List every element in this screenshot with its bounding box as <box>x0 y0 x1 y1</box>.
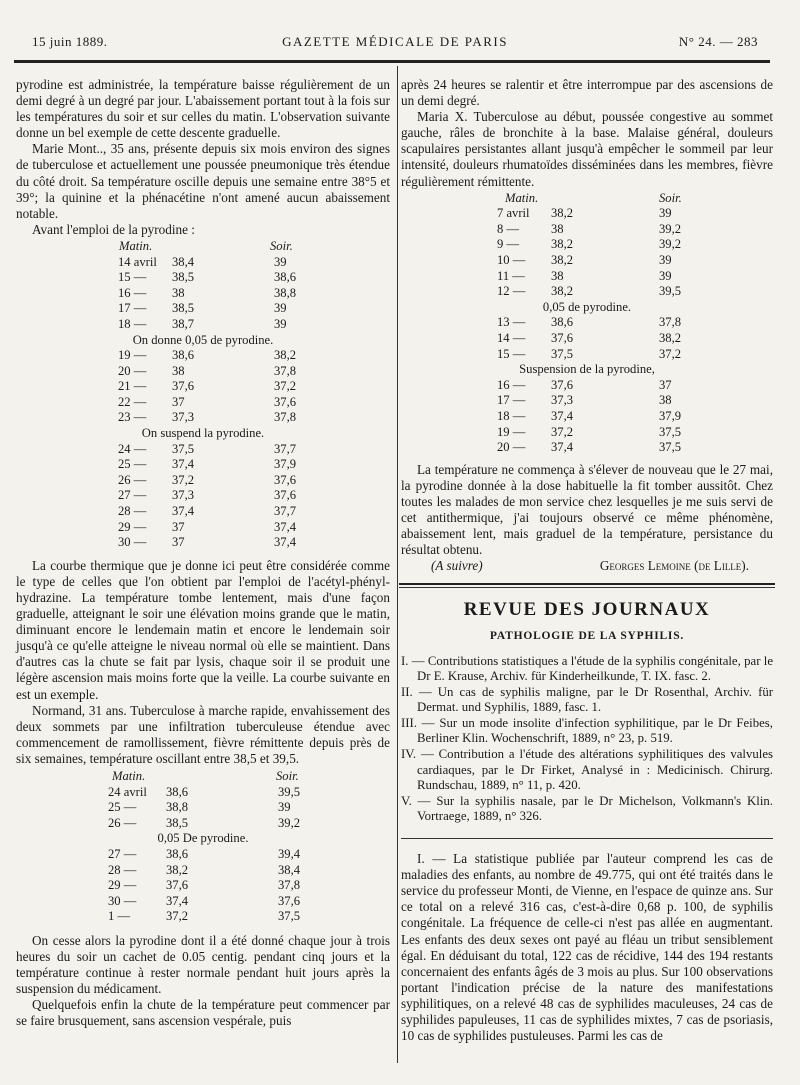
matin-cell: 37 <box>172 535 185 550</box>
day-cell: 9 — <box>497 237 520 252</box>
left-paragraph-7: Quelquefois enfin la chute de la température peut commencer par se faire brusquement, sans ascension vespérale, puis <box>16 997 390 1029</box>
table-row <box>16 395 390 411</box>
table-header <box>16 769 390 785</box>
table-row <box>16 317 390 333</box>
header-rule <box>14 60 770 63</box>
signature-line <box>401 558 773 575</box>
soir-cell: 37,4 <box>274 535 297 550</box>
table-row <box>401 393 773 409</box>
column-separator <box>397 66 398 1063</box>
table-row <box>401 315 773 331</box>
table-row <box>401 237 773 253</box>
soir-cell: 37,7 <box>274 504 297 519</box>
matin-cell: 37 <box>172 394 185 409</box>
soir-cell: 39,2 <box>278 815 301 830</box>
table-row <box>16 255 390 271</box>
table-row <box>16 894 390 910</box>
table-row <box>401 284 773 300</box>
soir-cell: 37,5 <box>278 909 301 924</box>
table-row <box>401 222 773 238</box>
matin-cell: 37,3 <box>172 488 195 503</box>
table-row <box>16 878 390 894</box>
matin-cell: 38,2 <box>551 284 574 299</box>
matin-cell: 38,4 <box>172 254 195 269</box>
day-cell: 29 — <box>108 878 137 893</box>
soir-cell: 37,6 <box>278 893 301 908</box>
soir-cell: 39,2 <box>659 221 682 236</box>
day-cell: 20 — <box>497 440 526 455</box>
table-row <box>401 409 773 425</box>
temperature-table-3 <box>401 191 773 456</box>
day-cell: 29 — <box>118 519 147 534</box>
day-cell: 13 — <box>497 315 526 330</box>
day-cell: 21 — <box>118 379 147 394</box>
table-row <box>16 488 390 504</box>
day-cell: 30 — <box>108 893 137 908</box>
day-cell: 30 — <box>118 535 147 550</box>
right-column <box>401 77 773 1044</box>
matin-cell: 37 <box>172 519 185 534</box>
soir-cell: 37,4 <box>274 519 297 534</box>
day-cell: 1 — <box>108 909 131 924</box>
matin-cell: 38,5 <box>166 815 189 830</box>
soir-cell: 38,2 <box>274 348 297 363</box>
matin-cell: 38,7 <box>172 316 195 331</box>
matin-cell: 38 <box>551 221 564 236</box>
matin-cell: 37,3 <box>172 410 195 425</box>
table-note: On donne 0,05 de pyrodine. <box>132 332 274 347</box>
soir-cell: 38,4 <box>278 862 301 877</box>
table-row <box>16 270 390 286</box>
matin-cell: 37,6 <box>551 331 574 345</box>
reference-item: V. — Sur la syphilis nasale, par le Dr Michelson, Volkmann's Klin. Vortraege, 1889, n° 326. <box>401 793 773 824</box>
soir-cell: 38,2 <box>659 331 682 345</box>
reference-item: III. — Sur un mode insolite d'infection syphilitique, par le Dr Feibes, Berliner Klin. Wochenschrift, 1889, n° 23, p. 519. <box>401 715 773 746</box>
soir-cell: 39 <box>278 800 291 815</box>
matin-header: Matin. <box>505 190 539 205</box>
table-row <box>16 457 390 473</box>
soir-cell: 37,6 <box>274 472 297 487</box>
day-cell: 22 — <box>118 394 147 409</box>
left-paragraph-6: On cesse alors la pyrodine dont il a été donné chaque jour à trois heures du soir un cachet de 0.05 centig. pendant cinq jours et la température continue à rester normale pendant huit jours après la suspension du médicament. <box>16 932 390 997</box>
soir-cell: 37 <box>659 377 672 392</box>
day-cell: 24 — <box>118 441 147 456</box>
soir-cell: 37,8 <box>274 410 297 425</box>
day-cell: 20 — <box>118 363 147 378</box>
matin-header: Matin. <box>119 238 153 253</box>
day-cell: 11 — <box>497 268 525 283</box>
matin-cell: 37,4 <box>172 504 195 519</box>
matin-cell: 38,2 <box>551 253 574 268</box>
table-header <box>401 191 773 207</box>
matin-cell: 38,2 <box>551 237 574 252</box>
table-row <box>16 785 390 801</box>
day-cell: 25 — <box>118 457 147 472</box>
day-cell: 18 — <box>118 316 147 331</box>
matin-cell: 37,4 <box>166 893 189 908</box>
day-cell: 18 — <box>497 408 526 423</box>
soir-cell: 37,9 <box>274 457 297 472</box>
matin-cell: 38 <box>172 363 185 378</box>
soir-cell: 39 <box>274 316 287 331</box>
matin-cell: 38,6 <box>172 348 195 363</box>
table-note: Suspension de la pyrodine, <box>519 362 655 377</box>
matin-cell: 37,2 <box>166 909 189 924</box>
to-be-continued: (A suivre) <box>431 558 483 574</box>
day-cell: 17 — <box>497 393 526 408</box>
table-note: 0,05 De pyrodine. <box>157 831 249 846</box>
matin-cell: 38 <box>172 285 185 300</box>
matin-cell: 38 <box>551 268 564 283</box>
soir-cell: 39 <box>274 254 287 269</box>
day-cell: 19 — <box>497 424 526 439</box>
table-row <box>401 331 773 347</box>
matin-cell: 37,6 <box>172 379 195 394</box>
table-header <box>16 239 390 255</box>
soir-cell: 39,5 <box>278 784 301 799</box>
matin-cell: 38,8 <box>166 800 189 815</box>
day-cell: 15 — <box>497 346 526 361</box>
soir-cell: 39,4 <box>278 847 301 861</box>
reference-item: I. — Contributions statistiques a l'étude de la syphilis congénitale, par le Dr E. Krause, Archiv. für Kinderheilkunde, T. IX. fasc. 2. <box>401 653 773 684</box>
table-row <box>16 473 390 489</box>
matin-cell: 38,5 <box>172 301 195 316</box>
right-paragraph-2: Maria X. Tuberculose au début, poussée congestive au sommet gauche, râles de bronchite à la base. Malaise général, douleurs scapulaires persistantes allant jusqu'à empêcher le sommeil par leur intensité, douleurs rhumatoïdes disséminées dans les membres, fièvre régulièrement rémittente. <box>401 109 773 189</box>
author-signature: Georges Lemoine (de Lille). <box>599 558 749 574</box>
table-row <box>16 442 390 458</box>
table-row <box>16 909 390 925</box>
day-cell: 23 — <box>118 410 147 425</box>
soir-cell: 39 <box>659 268 672 283</box>
matin-cell: 38,6 <box>166 847 189 861</box>
table-row <box>16 301 390 317</box>
matin-cell: 37,2 <box>551 424 574 439</box>
table-row <box>16 286 390 302</box>
day-cell: 14 avril <box>118 254 157 269</box>
matin-cell: 37,4 <box>172 457 195 472</box>
right-paragraph-3: La température ne commença à s'élever de nouveau que le 27 mai, la pyrodine donnée à la dose habituelle la fit tomber aussitôt. Chez toutes les malades de mon service chez lesquelles je me suis servi de cet antithermique, j'ai toujours observé ce même phénomène, abaissement lent, mais graduel de la température, persistance du résultat obtenu. <box>401 461 773 558</box>
day-cell: 8 — <box>497 221 520 236</box>
matin-header: Matin. <box>112 769 146 784</box>
soir-cell: 39 <box>274 301 287 316</box>
left-paragraph-4: La courbe thermique que je donne ici peut être considérée comme le type de celles que l'on obtient par l'emploi de l'acétyl-phényl-hydrazine. La température tombe lentement, mais d'une façon graduelle, atteignant le soir une élévation moins grande que le matin, diminuant encore le lendemain matin et encore le lendemain soir jusqu'à ce qu'elle atteigne le niveau normal où elle se maintient. Dans d'autres cas la chute se fait par lysis, chaque soir il se produit une légère ascension mais moins forte que la veille. La courbe suivante en est un exemple. <box>16 557 390 702</box>
table-note: On suspend la pyrodine. <box>141 426 265 441</box>
matin-cell: 38,6 <box>551 315 574 330</box>
page-header <box>32 34 758 56</box>
soir-cell: 38,8 <box>274 285 297 300</box>
journal-title: GAZETTE MÉDICALE DE PARIS <box>282 34 508 49</box>
matin-cell: 37,4 <box>551 440 574 455</box>
day-cell: 26 — <box>108 815 137 830</box>
day-cell: 27 — <box>118 488 147 503</box>
table-row <box>16 379 390 395</box>
day-cell: 7 avril <box>497 206 530 221</box>
soir-cell: 37,2 <box>659 346 682 361</box>
day-cell: 28 — <box>108 862 137 877</box>
left-paragraph-3: Avant l'emploi de la pyrodine : <box>32 221 195 237</box>
soir-header: Soir. <box>270 238 293 253</box>
soir-cell: 39 <box>659 253 672 268</box>
table-row <box>16 520 390 536</box>
table-row <box>16 364 390 380</box>
left-paragraph-1: pyrodine est administrée, la température baisse régulièrement de un demi degré à un degré par jour. L'abaissement portant tout à la fois sur les températures du soir et sur celles du matin. L'observation suivante donne un bel exemple de cette descente graduelle. <box>16 77 390 141</box>
table-row <box>401 269 773 285</box>
right-paragraph-1: après 24 heures se ralentir et être interrompue par des ascensions de un demi degré. <box>401 77 773 109</box>
temperature-table-1 <box>16 239 390 551</box>
day-cell: 28 — <box>118 504 147 519</box>
soir-cell: 37,6 <box>274 394 297 409</box>
section-rule <box>399 583 775 585</box>
table-note: 0,05 de pyrodine. <box>542 299 632 314</box>
matin-cell: 37,6 <box>551 377 574 392</box>
soir-cell: 37,5 <box>659 424 682 439</box>
day-cell: 26 — <box>118 472 147 487</box>
matin-cell: 37,2 <box>172 472 195 487</box>
table-row <box>401 253 773 269</box>
soir-cell: 39,2 <box>659 237 682 252</box>
soir-cell: 39 <box>659 206 672 221</box>
reference-item: II. — Un cas de syphilis maligne, par le Dr Rosenthal, Archiv. für Dermat. und Syphilis, 1889, fasc. 1. <box>401 684 773 715</box>
soir-header: Soir. <box>276 769 299 784</box>
soir-cell: 37,7 <box>274 441 297 456</box>
soir-cell: 37,9 <box>659 408 682 423</box>
table-row <box>401 347 773 363</box>
day-cell: 14 — <box>497 331 526 345</box>
section-title: REVUE DES JOURNAUX <box>463 599 711 621</box>
left-column <box>16 77 390 1030</box>
matin-cell: 37,4 <box>551 408 574 423</box>
table-row <box>16 816 390 832</box>
issue-date: 15 juin 1889. <box>32 34 108 49</box>
table-row <box>401 425 773 441</box>
matin-cell: 37,3 <box>551 393 574 408</box>
section-rule-thin <box>399 587 775 588</box>
table-row <box>401 440 773 456</box>
issue-number: N° 24. — 283 <box>678 34 758 49</box>
matin-cell: 37,6 <box>166 878 189 893</box>
soir-cell: 37,8 <box>278 878 301 893</box>
soir-cell: 37,2 <box>274 379 297 394</box>
day-cell: 24 avril <box>108 784 147 799</box>
table-row <box>16 410 390 426</box>
day-cell: 17 — <box>118 301 147 316</box>
divider <box>401 838 773 839</box>
table-row <box>16 535 390 551</box>
day-cell: 27 — <box>108 847 137 861</box>
table-row <box>401 206 773 222</box>
day-cell: 16 — <box>497 377 526 392</box>
left-paragraph-5: Normand, 31 ans. Tuberculose à marche rapide, envahissement des deux sommets par une infiltration tuberculeuse étendue avec commencement de ramollissement, fièvre rémittente depuis près de six semaines, température oscillant entre 38,5 et 39,5. <box>16 702 390 766</box>
day-cell: 10 — <box>497 253 526 268</box>
right-paragraph-4: I. — La statistique publiée par l'auteur comprend les cas de maladies des enfants, au nombre de 49.775, qui ont été traités dans le service du professeur Monti, de Vienne, en l'espace de quinze ans. Sur ce total on a relevé 316 cas, c'est-à-dire 0,68 p. 100, de syphilis congénitale. La fréquence de celle-ci n'est pas allée en augmentant. Les enfants des deux sexes ont payé au fléau un tribut sensiblement égal. En déduisant du total, 122 cas de récidive, 144 des 194 restants concernaient des enfants âgés de 3 mois au plus. Sur 100 observations portant l'indication précise de la nature des manifestations syphilitiques, on a relevé 48 cas de syphilides maculeuses, 24 cas de syphilides papuleuses, 11 cas de syphilides mixtes, 7 cas de psoriasis, 10 cas de syphilides pustuleuses. Parmi les cas de <box>401 851 773 1044</box>
matin-cell: 37,5 <box>172 441 195 456</box>
soir-header: Soir. <box>659 190 682 205</box>
table-row <box>16 863 390 879</box>
left-paragraph-2: Marie Mont.., 35 ans, présente depuis six mois environ des signes de tuberculose et actuellement une poussée pneumonique très étendue du côté droit. Sa température oscille depuis une semaine entre 38°5 et 39°; la quinine et la phénacétine n'ont amené aucun abaissement notable. <box>16 141 390 221</box>
matin-cell: 38,6 <box>166 784 189 799</box>
table-row <box>16 800 390 816</box>
soir-cell: 38 <box>659 393 672 408</box>
day-cell: 15 — <box>118 270 147 285</box>
soir-cell: 37,8 <box>659 315 682 330</box>
reference-item: IV. — Contribution a l'étude des altérations syphilitiques des valvules cardiaques, par le Dr Firket, Analysé in : Medicinisch. Chirurg. Rundschau, 1889, n° 11, p. 420. <box>401 747 773 793</box>
soir-cell: 39,5 <box>659 284 682 299</box>
table-row <box>16 348 390 364</box>
reference-list <box>401 654 773 826</box>
matin-cell: 38,2 <box>166 862 189 877</box>
day-cell: 16 — <box>118 285 147 300</box>
day-cell: 19 — <box>118 348 147 363</box>
table-row <box>401 378 773 394</box>
soir-cell: 37,6 <box>274 488 297 503</box>
matin-cell: 37,5 <box>551 346 574 361</box>
table-row <box>16 504 390 520</box>
matin-cell: 38,2 <box>551 206 574 221</box>
table-row <box>16 847 390 863</box>
soir-cell: 37,5 <box>659 440 682 455</box>
day-cell: 12 — <box>497 284 526 299</box>
temperature-table-2 <box>16 769 390 925</box>
matin-cell: 38,5 <box>172 270 195 285</box>
section-subtitle: PATHOLOGIE DE LA SYPHILIS. <box>489 630 685 643</box>
soir-cell: 37,8 <box>274 363 297 378</box>
day-cell: 25 — <box>108 800 137 815</box>
soir-cell: 38,6 <box>274 270 297 285</box>
